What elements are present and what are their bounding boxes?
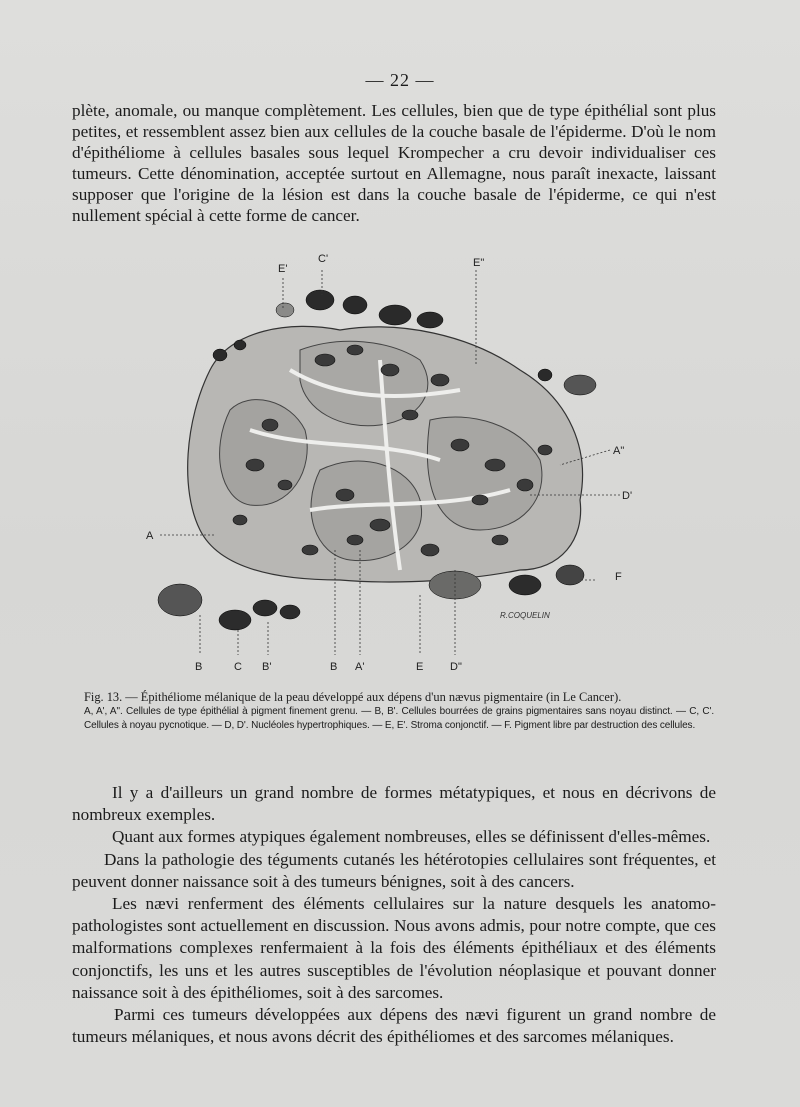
body-text xyxy=(72,782,716,1048)
label-e-prime: E' xyxy=(278,263,288,275)
label-e: E xyxy=(416,661,424,673)
top-paragraph: plète, anomale, ou manque complètement. Les cellules, bien que de type épithélial sont plus petites, et ressemblent assez bien aux cellules de la couche basale de l'épiderme. D'où le nom d'épithéliome à cellules basales sous lequel Krompecher a cru devoir individualiser ces tumeurs. Cette dénomination, acceptée surtout en Allemagne, nous paraît inexacte, laissant supposer que l'origine de la lésion est dans la couche basale de l'épiderme, ce qui n'est nullement spécial à cette forme de cancer. xyxy=(72,101,716,225)
label-e-double: E" xyxy=(473,257,485,269)
page-number: — 22 — xyxy=(365,70,435,90)
tumor-illustration xyxy=(140,250,660,680)
paragraph-2: Quant aux formes atypiques également nombreuses, elles se définissent d'elles-mêmes. xyxy=(112,827,711,847)
paragraph-1: Il y a d'ailleurs un grand nombre de formes métatypiques, et nous en décrivons de nombreux exemples. xyxy=(72,783,716,825)
label-d-prime: D' xyxy=(622,490,633,502)
histology-figure xyxy=(140,250,660,680)
label-c-prime: C' xyxy=(318,253,329,265)
paragraph-3: Dans la pathologie des téguments cutanés les hétérotopies cellulaires sont fréquentes, et peuvent donner naissance soit à des tumeurs bénignes, soit à des cancers. xyxy=(72,849,716,891)
label-b-prime: B' xyxy=(262,661,272,673)
label-a-prime: A' xyxy=(355,661,365,673)
caption-legend: A, A', A". Cellules de type épithélial à pigment finement grenu. — B, B'. Cellules bourrées de grains pigmentaires sans noyau distinct. — C, C'. Cellules à noyau pycnotique. — D, D'. Nucléoles hypertrophiques. — E, E'. Stroma conjonctif. — F. Pigment libre par destruction des cellules. xyxy=(84,705,714,731)
label-d-double: D" xyxy=(450,661,462,673)
illustrator-signature: R.COQUELIN xyxy=(500,611,550,620)
paragraph-4: Les nævi renferment des éléments cellulaires sur la nature desquels les anatomo-pathologistes sont actuellement en discussion. Nous avons admis, pour notre compte, que ces malformations complexes renfermaient à la fois des éléments épithéliaux et des éléments conjonctifs, les uns et les autres susceptibles de l'évolution néoplasique et pouvant donner naissance soit à des épithéliomes, soit à des sarcomes. xyxy=(72,894,716,1002)
caption-title: Fig. 13. — Épithéliome mélanique de la peau développé aux dépens d'un nævus pigmentaire (in Le Cancer). xyxy=(84,690,622,704)
label-a: A xyxy=(146,530,154,542)
label-b: B xyxy=(195,661,203,673)
label-c: C xyxy=(234,661,242,673)
paragraph-5: Parmi ces tumeurs développées aux dépens des nævi figurent un grand nombre de tumeurs mélaniques, et nous avons décrit des épithéliomes et des sarcomes mélaniques. xyxy=(72,1005,716,1047)
label-f: F xyxy=(615,571,622,583)
figure-caption xyxy=(84,690,714,734)
label-a-double: A" xyxy=(613,445,625,457)
label-b-2: B xyxy=(330,661,338,673)
